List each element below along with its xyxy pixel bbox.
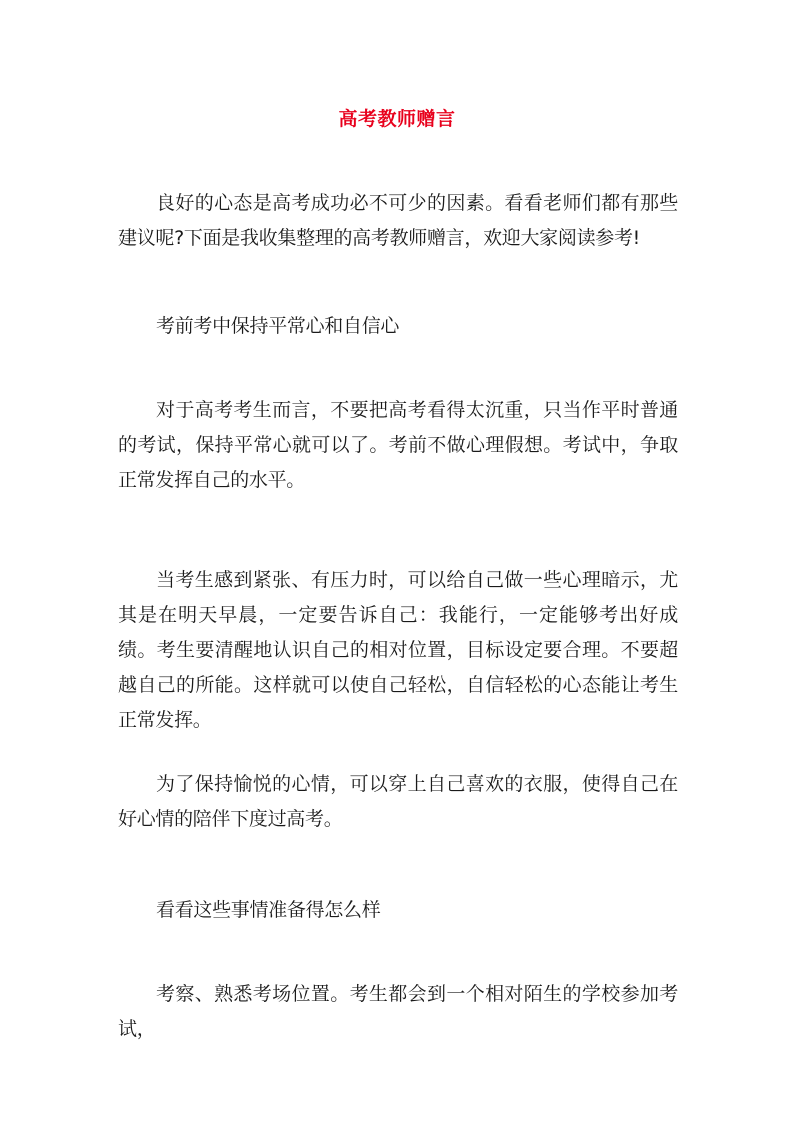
paragraph-exam-venue: 考察、熟悉考场位置。考生都会到一个相对陌生的学校参加考试， <box>118 983 678 1040</box>
paragraph-self-suggestion: 当考生感到紧张、有压力时，可以给自己做一些心理暗示，尤其是在明天早晨，一定要告诉自己：我能行，一定能够考出好成绩。考生要清醒地认识自己的相对位置，目标设定要合理。不要超越自己的所能。这样就可以使自己轻松，自信轻松的心态能让考生正常发挥。 <box>118 569 678 731</box>
paragraph-good-mood: 为了保持愉悦的心情，可以穿上自己喜欢的衣服，使得自己在好心情的陪伴下度过高考。 <box>118 773 678 830</box>
section-heading-preparation: 看看这些事情准备得怎么样 <box>156 899 381 921</box>
document-title: 高考教师赠言 <box>338 108 456 130</box>
intro-paragraph: 良好的心态是高考成功必不可少的因素。看看老师们都有那些建议呢?下面是我收集整理的高考教师赠言，欢迎大家阅读参考! <box>118 192 678 249</box>
paragraph-calm-mind: 对于高考考生而言，不要把高考看得太沉重，只当作平时普通的考试，保持平常心就可以了。考前不做心理假想。考试中，争取正常发挥自己的水平。 <box>118 399 678 491</box>
section-heading-mindset: 考前考中保持平常心和自信心 <box>156 315 400 337</box>
